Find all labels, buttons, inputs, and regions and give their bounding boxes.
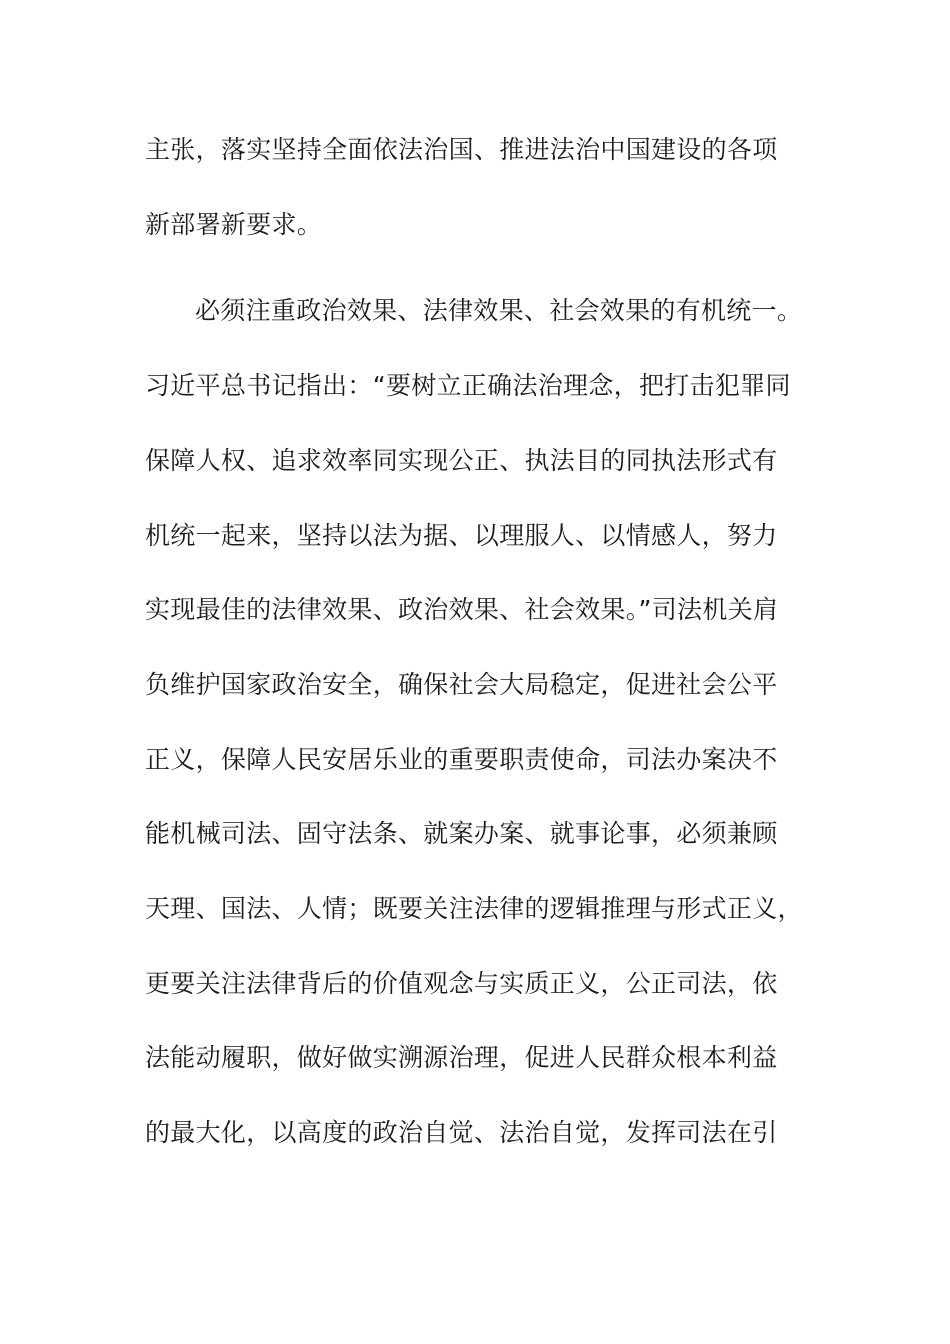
text-line: 实现最佳的法律效果、政治效果、社会效果。”司法机关肩 xyxy=(145,595,779,624)
paragraph-first-line: 必须注重政治效果、法律效果、社会效果的有机统一。 xyxy=(195,296,803,325)
text-line: 更要关注法律背后的价值观念与实质正义，公正司法，依 xyxy=(145,969,778,998)
text-line: 保障人权、追求效率同实现公正、执法目的同执法形式有 xyxy=(145,446,778,475)
text-line: 能机械司法、固守法条、就案办案、就事论事，必须兼顾 xyxy=(145,819,778,848)
text-line: 机统一起来，坚持以法为据、以理服人、以情感人，努力 xyxy=(145,521,778,550)
text-line: 新部署新要求。 xyxy=(145,210,323,239)
text-line: 天理、国法、人情；既要关注法律的逻辑推理与形式正义， xyxy=(145,894,803,923)
text-line: 习近平总书记指出：“要树立正确法治理念，把打击犯罪同 xyxy=(145,371,791,400)
text-line: 主张，落实坚持全面依法治国、推进法治中国建设的各项 xyxy=(145,135,778,164)
text-line: 法能动履职，做好做实溯源治理，促进人民群众根本利益 xyxy=(145,1043,778,1072)
text-line: 正义，保障人民安居乐业的重要职责使命，司法办案决不 xyxy=(145,745,778,774)
text-line: 负维护国家政治安全，确保社会大局稳定，促进社会公平 xyxy=(145,670,778,699)
text-line: 的最大化，以高度的政治自觉、法治自觉，发挥司法在引 xyxy=(145,1118,778,1147)
